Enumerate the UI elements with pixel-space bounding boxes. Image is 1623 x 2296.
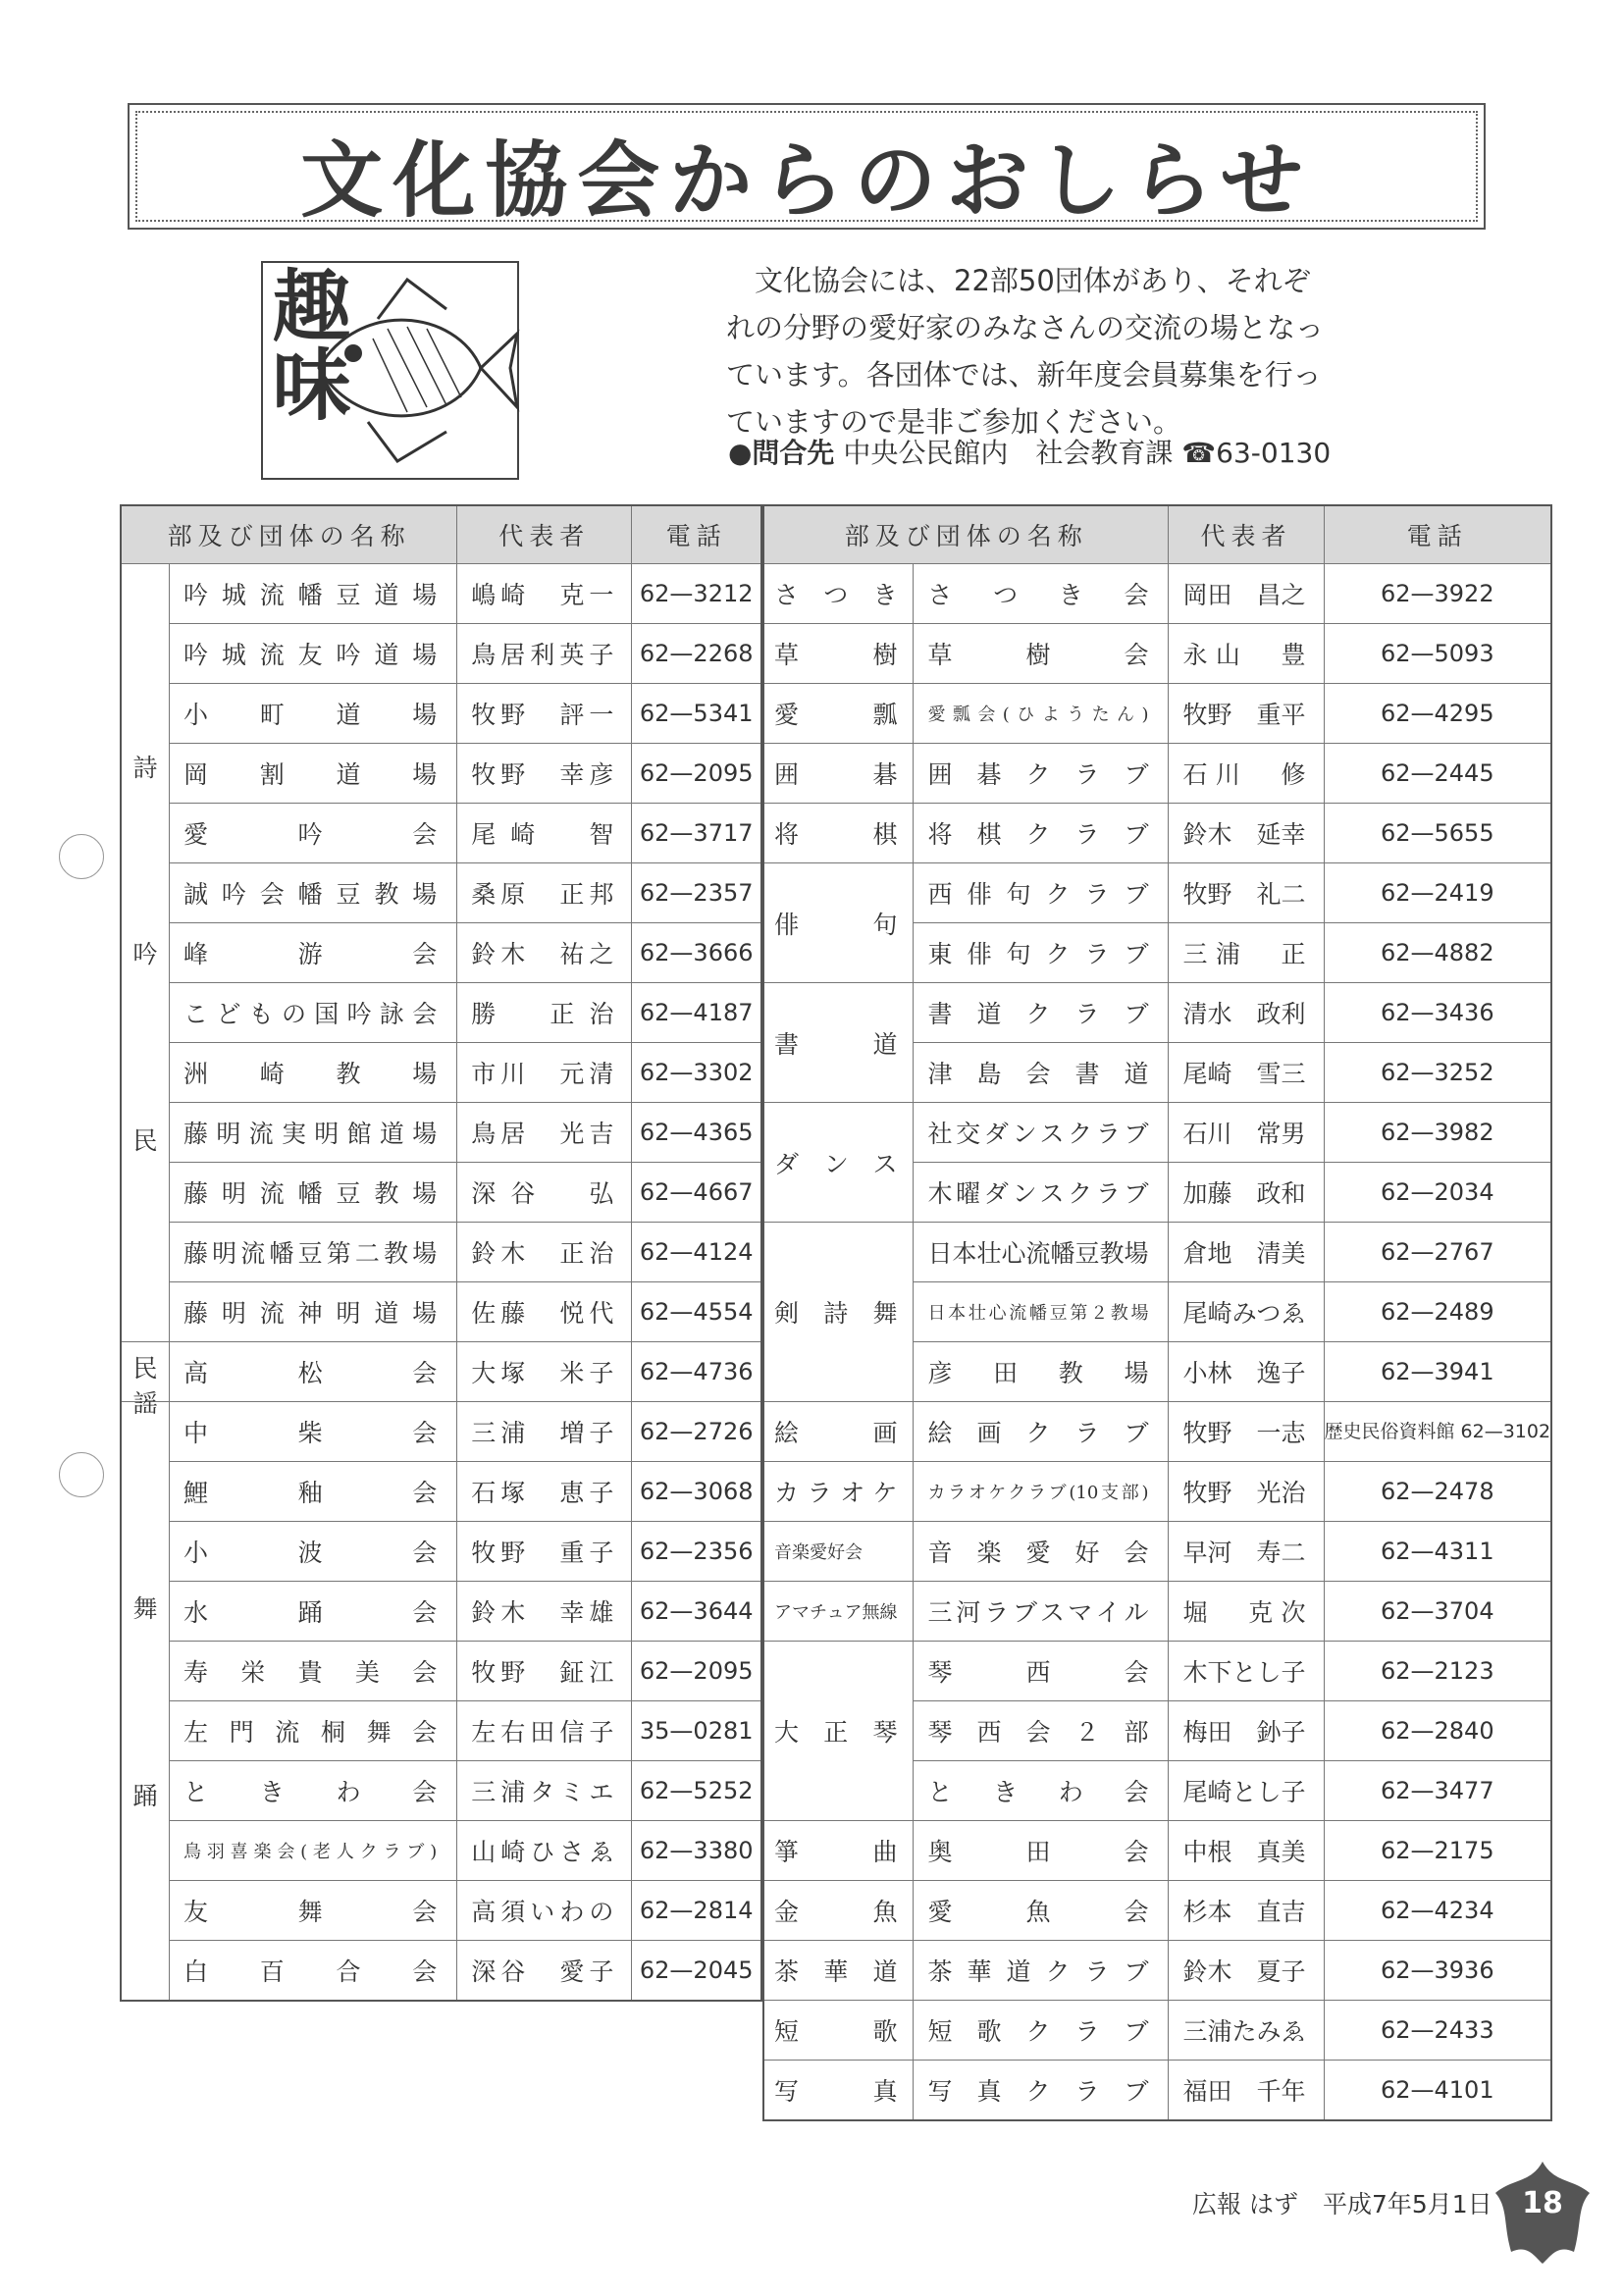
organization-name: 写真クラブ <box>914 2061 1169 2121</box>
organization-name: 彦田教場 <box>914 1342 1169 1402</box>
organization-name: 音楽愛好会 <box>914 1522 1169 1582</box>
table-row <box>121 1582 761 1642</box>
representative-name: 牧野 鉦江 <box>457 1642 632 1701</box>
header-tel: 電話 <box>632 505 761 564</box>
representative-name: 牧野 評一 <box>457 684 632 744</box>
phone-number: 62—3477 <box>1324 1761 1551 1821</box>
table-row <box>763 1941 1551 2001</box>
phone-number: 歴史民俗資料館 62—3102 <box>1324 1402 1551 1462</box>
phone-number: 62—2726 <box>632 1402 761 1462</box>
phone-number: 62—2357 <box>632 863 761 923</box>
organization-name: 津島会書道 <box>914 1043 1169 1103</box>
header-rep: 代表者 <box>1169 505 1324 564</box>
category-cell: 将棋 <box>763 804 914 863</box>
category-cell: 囲碁 <box>763 744 914 804</box>
representative-name: 尾崎 智 <box>457 804 632 863</box>
representative-name: 小林 逸子 <box>1169 1342 1324 1402</box>
representative-name: 牧野 光治 <box>1169 1462 1324 1522</box>
phone-number: 62—2095 <box>632 744 761 804</box>
intro-text <box>726 257 1335 445</box>
phone-number: 62—3982 <box>1324 1103 1551 1163</box>
phone-number: 62—4101 <box>1324 2061 1551 2121</box>
phone-number: 62—2814 <box>632 1881 761 1941</box>
table-row <box>121 1522 761 1582</box>
phone-number: 62—3704 <box>1324 1582 1551 1642</box>
representative-name: 鈴木 夏子 <box>1169 1941 1324 2001</box>
phone-number: 62—2478 <box>1324 1462 1551 1522</box>
representative-name: 尾崎とし子 <box>1169 1761 1324 1821</box>
representative-name: 木下とし子 <box>1169 1642 1324 1701</box>
organization-name: 三河ラブスマイル <box>914 1582 1169 1642</box>
organization-name: 藤明流神明道場 <box>170 1282 457 1342</box>
category-char: 踊 <box>132 1782 158 1811</box>
phone-number: 62—4187 <box>632 983 761 1043</box>
representative-name: 石川 常男 <box>1169 1103 1324 1163</box>
representative-name: 大塚 米子 <box>457 1342 632 1402</box>
table-row <box>121 1223 761 1282</box>
phone-number: 62—2840 <box>1324 1701 1551 1761</box>
phone-number: 62—2489 <box>1324 1282 1551 1342</box>
representative-name: 尾崎みつゑ <box>1169 1282 1324 1342</box>
phone-number: 62—4667 <box>632 1163 761 1223</box>
table-row <box>763 1881 1551 1941</box>
table-row <box>763 1462 1551 1522</box>
representative-name: 梅田 釥子 <box>1169 1701 1324 1761</box>
organization-name: 寿栄貴美会 <box>170 1642 457 1701</box>
organization-name: 小町道場 <box>170 684 457 744</box>
phone-number: 62—3212 <box>632 564 761 624</box>
binder-hole <box>59 1452 104 1497</box>
table-row <box>763 1821 1551 1881</box>
phone-number: 62—2433 <box>1324 2001 1551 2061</box>
phone-number: 62—2175 <box>1324 1821 1551 1881</box>
phone-number: 62—2268 <box>632 624 761 684</box>
phone-number: 62—3717 <box>632 804 761 863</box>
representative-name: 石川 修 <box>1169 744 1324 804</box>
phone-number: 62—2419 <box>1324 863 1551 923</box>
representative-name: 三浦たみゑ <box>1169 2001 1324 2061</box>
table-row <box>121 1163 761 1223</box>
phone-number: 62—4124 <box>632 1223 761 1282</box>
phone-number: 62—2445 <box>1324 744 1551 804</box>
table-row <box>763 744 1551 804</box>
phone-number: 62—2045 <box>632 1941 761 2002</box>
category-cell: 茶華道 <box>763 1941 914 2001</box>
organization-name: 藤明流幡豆教場 <box>170 1163 457 1223</box>
representative-name: 佐藤 悦代 <box>457 1282 632 1342</box>
page-number: 18 <box>1522 2186 1563 2220</box>
phone-number: 62—5252 <box>632 1761 761 1821</box>
table-row <box>763 1223 1551 1282</box>
representative-name: 永山 豊 <box>1169 624 1324 684</box>
category-char: 舞 <box>132 1593 158 1623</box>
header-name: 部及び団体の名称 <box>763 505 1169 564</box>
phone-number: 62—2356 <box>632 1522 761 1582</box>
table-row <box>763 1103 1551 1163</box>
table-row <box>121 1282 761 1342</box>
title-banner <box>128 103 1486 230</box>
representative-name: 牧野 重子 <box>457 1522 632 1582</box>
contact-line <box>728 432 1331 471</box>
organization-name: 絵画クラブ <box>914 1402 1169 1462</box>
category-char: 吟 <box>132 939 158 968</box>
category-cell: 大正琴 <box>763 1642 914 1821</box>
category-char: 謡 <box>132 1389 158 1418</box>
table-row <box>121 1941 761 2002</box>
category-cell: カラオケ <box>763 1462 914 1522</box>
phone-number: 62—3436 <box>1324 983 1551 1043</box>
category-char: 詩 <box>132 754 158 783</box>
representative-name: 牧野 礼二 <box>1169 863 1324 923</box>
organization-name: 中柴会 <box>170 1402 457 1462</box>
category-cell <box>121 564 170 1342</box>
organization-name: 友舞会 <box>170 1881 457 1941</box>
representative-name: 高須いわの <box>457 1881 632 1941</box>
phone-number: 62—3666 <box>632 923 761 983</box>
table-row <box>121 1342 761 1402</box>
organization-name: 琴西会 <box>914 1642 1169 1701</box>
category-cell: 絵画 <box>763 1402 914 1462</box>
table-row <box>763 1582 1551 1642</box>
organization-name: 小波会 <box>170 1522 457 1582</box>
category-cell: 音楽愛好会 <box>763 1522 914 1582</box>
header-name: 部及び団体の名称 <box>121 505 457 564</box>
illustration-text: 趣味 <box>259 265 350 422</box>
category-cell: 書道 <box>763 983 914 1103</box>
phone-number: 62—4311 <box>1324 1522 1551 1582</box>
organization-name: 琴西会２部 <box>914 1701 1169 1761</box>
phone-number: 62—5341 <box>632 684 761 744</box>
organization-name: 左門流桐舞会 <box>170 1701 457 1761</box>
organization-name: カラオケクラブ(10支部) <box>914 1462 1169 1522</box>
category-cell <box>121 1342 170 1418</box>
organization-name: 東俳句クラブ <box>914 923 1169 983</box>
phone-number: 62—4295 <box>1324 684 1551 744</box>
category-cell: 箏曲 <box>763 1821 914 1881</box>
representative-name: 石塚 恵子 <box>457 1462 632 1522</box>
representative-name: 牧野 重平 <box>1169 684 1324 744</box>
organization-name: 高松会 <box>170 1342 457 1402</box>
table-row <box>763 2001 1551 2061</box>
phone-number: 62—2095 <box>632 1642 761 1701</box>
organization-name: 愛魚会 <box>914 1881 1169 1941</box>
table-row <box>763 863 1551 923</box>
representative-name: 尾崎 雪三 <box>1169 1043 1324 1103</box>
phone-number: 62—4554 <box>632 1282 761 1342</box>
representative-name: 三浦 正 <box>1169 923 1324 983</box>
table-row <box>763 983 1551 1043</box>
organization-name: 書道クラブ <box>914 983 1169 1043</box>
organization-name: 藤明流幡豆第二教場 <box>170 1223 457 1282</box>
representative-name: 勝 正治 <box>457 983 632 1043</box>
table-row <box>121 1881 761 1941</box>
phone-number: 62—4882 <box>1324 923 1551 983</box>
category-cell: 短歌 <box>763 2001 914 2061</box>
table-row <box>763 564 1551 624</box>
table-row <box>121 1402 761 1462</box>
table-row <box>763 1402 1551 1462</box>
phone-number: 62—3936 <box>1324 1941 1551 2001</box>
organization-name: ときわ会 <box>914 1761 1169 1821</box>
table-row <box>763 684 1551 744</box>
organization-name: 岡割道場 <box>170 744 457 804</box>
table-row <box>121 1642 761 1701</box>
organization-name: 鯉釉会 <box>170 1462 457 1522</box>
table-row <box>121 1043 761 1103</box>
organization-name: 西俳句クラブ <box>914 863 1169 923</box>
table-row <box>121 1103 761 1163</box>
organization-name: 奥田会 <box>914 1821 1169 1881</box>
phone-number: 62—3380 <box>632 1821 761 1881</box>
category-cell: ダンス <box>763 1103 914 1223</box>
phone-number: 62—3302 <box>632 1043 761 1103</box>
category-cell: 写真 <box>763 2061 914 2121</box>
representative-name: 清水 政利 <box>1169 983 1324 1043</box>
phone-number: 62—3941 <box>1324 1342 1551 1402</box>
organization-name: 木曜ダンスクラブ <box>914 1163 1169 1223</box>
intro-paragraph: 文化協会には、22部50団体があり、それぞれの分野の愛好家のみなさんの交流の場となっています。各団体では、新年度会員募集を行っていますので是非ご参加ください。 <box>726 264 1325 439</box>
organization-name: 愛瓢会(ひようたん) <box>914 684 1169 744</box>
table-row <box>763 624 1551 684</box>
table-row <box>121 863 761 923</box>
organization-name: 茶華道クラブ <box>914 1941 1169 2001</box>
contact-place: 中央公民館内 社会教育課 <box>843 437 1174 469</box>
representative-name: 鳥居 光吉 <box>457 1103 632 1163</box>
right-organization-table <box>762 504 1552 2121</box>
representative-name: 鳥居利英子 <box>457 624 632 684</box>
representative-name: 山崎ひさゑ <box>457 1821 632 1881</box>
table-row <box>121 1701 761 1761</box>
representative-name: 鈴木 正治 <box>457 1223 632 1282</box>
organization-name: 将棋クラブ <box>914 804 1169 863</box>
organization-name: 短歌クラブ <box>914 2001 1169 2061</box>
organization-name: 鳥羽喜楽会(老人クラブ) <box>170 1821 457 1881</box>
representative-name: 中根 真美 <box>1169 1821 1324 1881</box>
table-row <box>121 983 761 1043</box>
phone-number: 62—5093 <box>1324 624 1551 684</box>
organization-name: 峰游会 <box>170 923 457 983</box>
left-organization-table <box>120 504 762 2002</box>
phone-number: 62—3644 <box>632 1582 761 1642</box>
organization-name: 囲碁クラブ <box>914 744 1169 804</box>
organization-name: 吟城流友吟道場 <box>170 624 457 684</box>
page-title: 文化協会からのおしらせ <box>300 132 1313 229</box>
organization-name: 日本壮心流幡豆教場 <box>914 1223 1169 1282</box>
organization-name: 白百合会 <box>170 1941 457 2002</box>
phone-number: 62—2123 <box>1324 1642 1551 1701</box>
representative-name: 加藤 政和 <box>1169 1163 1324 1223</box>
organization-name: さつき会 <box>914 564 1169 624</box>
organization-name: ときわ会 <box>170 1761 457 1821</box>
organization-name: 藤明流実明館道場 <box>170 1103 457 1163</box>
representative-name: 牧野 幸彦 <box>457 744 632 804</box>
category-cell: 金魚 <box>763 1881 914 1941</box>
phone-number: 35—0281 <box>632 1701 761 1761</box>
representative-name: 鈴木 幸雄 <box>457 1582 632 1642</box>
organization-name: 水踊会 <box>170 1582 457 1642</box>
table-row <box>763 2061 1551 2121</box>
representative-name: 三浦 増子 <box>457 1402 632 1462</box>
category-cell: アマチュア無線 <box>763 1582 914 1642</box>
representative-name: 三浦タミエ <box>457 1761 632 1821</box>
table-row <box>121 684 761 744</box>
category-char: 民 <box>132 1125 158 1155</box>
contact-tel: ☎63-0130 <box>1181 437 1332 469</box>
table-row <box>121 1462 761 1522</box>
organization-name: 誠吟会幡豆教場 <box>170 863 457 923</box>
table-row <box>763 1642 1551 1701</box>
table-row <box>763 804 1551 863</box>
table-row <box>121 744 761 804</box>
representative-name: 深谷 弘 <box>457 1163 632 1223</box>
table-row <box>121 624 761 684</box>
organization-name: こどもの国吟詠会 <box>170 983 457 1043</box>
representative-name: 倉地 清美 <box>1169 1223 1324 1282</box>
category-cell: 剣詩舞 <box>763 1223 914 1402</box>
organization-name: 社交ダンスクラブ <box>914 1103 1169 1163</box>
representative-name: 牧野 一志 <box>1169 1402 1324 1462</box>
organization-name: 洲崎教場 <box>170 1043 457 1103</box>
representative-name: 早河 寿二 <box>1169 1522 1324 1582</box>
table-row <box>763 1522 1551 1582</box>
table-row <box>121 564 761 624</box>
representative-name: 福田 千年 <box>1169 2061 1324 2121</box>
representative-name: 市川 元清 <box>457 1043 632 1103</box>
category-char: 民 <box>132 1354 158 1383</box>
category-cell <box>121 1402 170 2002</box>
phone-number: 62—2034 <box>1324 1163 1551 1223</box>
representative-name: 桑原 正邦 <box>457 863 632 923</box>
category-cell: 愛瓢 <box>763 684 914 744</box>
contact-label: ●問合先 <box>728 437 835 469</box>
header-rep: 代表者 <box>457 505 632 564</box>
table-row <box>121 1821 761 1881</box>
phone-number: 62—4234 <box>1324 1881 1551 1941</box>
table-row <box>121 923 761 983</box>
organization-name: 草樹会 <box>914 624 1169 684</box>
publication-footer: 広報 はず 平成7年5月1日 <box>1192 2190 1492 2218</box>
organization-name: 愛吟会 <box>170 804 457 863</box>
representative-name: 深谷 愛子 <box>457 1941 632 2002</box>
phone-number: 62—3068 <box>632 1462 761 1522</box>
table-row <box>121 804 761 863</box>
organization-name: 日本壮心流幡豆第２教場 <box>914 1282 1169 1342</box>
phone-number: 62—5655 <box>1324 804 1551 863</box>
organization-name: 吟城流幡豆道場 <box>170 564 457 624</box>
representative-name: 嶋崎 克一 <box>457 564 632 624</box>
table-row <box>121 1761 761 1821</box>
representative-name: 岡田 昌之 <box>1169 564 1324 624</box>
phone-number: 62—2767 <box>1324 1223 1551 1282</box>
representative-name: 堀 克次 <box>1169 1582 1324 1642</box>
category-cell: 俳句 <box>763 863 914 983</box>
phone-number: 62—4736 <box>632 1342 761 1402</box>
representative-name: 左右田信子 <box>457 1701 632 1761</box>
representative-name: 鈴木 延幸 <box>1169 804 1324 863</box>
representative-name: 杉本 直吉 <box>1169 1881 1324 1941</box>
representative-name: 鈴木 祐之 <box>457 923 632 983</box>
binder-hole <box>59 834 104 879</box>
phone-number: 62—3922 <box>1324 564 1551 624</box>
category-cell: さつき <box>763 564 914 624</box>
header-tel: 電話 <box>1324 505 1551 564</box>
phone-number: 62—4365 <box>632 1103 761 1163</box>
category-cell: 草樹 <box>763 624 914 684</box>
phone-number: 62—3252 <box>1324 1043 1551 1103</box>
